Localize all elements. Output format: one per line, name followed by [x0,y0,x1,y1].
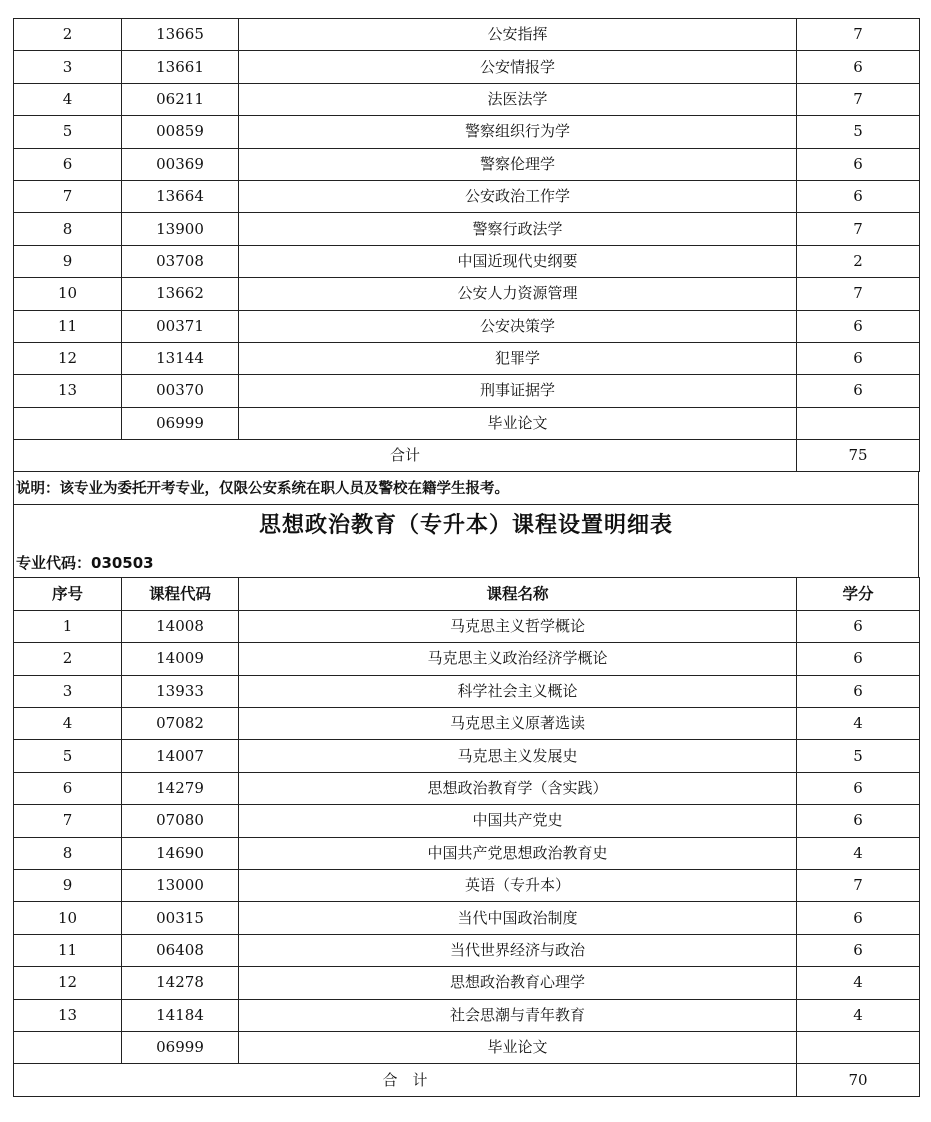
cell-name: 中国共产党思想政治教育史 [239,837,797,869]
cell-credit: 7 [797,278,920,310]
cell-no: 4 [14,708,122,740]
major-code: 专业代码：030503 [13,547,919,577]
cell-name: 法医法学 [239,83,797,115]
cell-credit: 4 [797,837,920,869]
cell-name: 马克思主义政治经济学概论 [239,643,797,675]
cell-no: 10 [14,902,122,934]
cell-code: 03708 [122,245,239,277]
cell-no: 4 [14,83,122,115]
cell-credit: 6 [797,902,920,934]
cell-credit: 6 [797,772,920,804]
cell-code: 13664 [122,180,239,212]
cell-credit: 4 [797,708,920,740]
cell-no: 11 [14,310,122,342]
table-row [14,934,920,966]
cell-credit: 2 [797,245,920,277]
cell-code: 13000 [122,869,239,901]
cell-credit: 7 [797,19,920,51]
table-row [14,610,920,642]
cell-no: 8 [14,837,122,869]
table-row [14,902,920,934]
cell-no [14,1031,122,1063]
cell-no: 7 [14,805,122,837]
cell-credit: 6 [797,310,920,342]
cell-no: 6 [14,148,122,180]
table-row [14,740,920,772]
cell-code: 06408 [122,934,239,966]
table-row [14,180,920,212]
cell-credit: 6 [797,610,920,642]
cell-no [14,407,122,439]
cell-credit [797,1031,920,1063]
cell-no: 8 [14,213,122,245]
bottom-total-value: 70 [797,1064,920,1096]
table-row [14,675,920,707]
table-row [14,51,920,83]
table-row [14,116,920,148]
header-code: 课程代码 [122,578,239,610]
top-total-row [14,440,920,472]
cell-no: 12 [14,967,122,999]
cell-no: 11 [14,934,122,966]
table-row [14,967,920,999]
bottom-table-body [14,610,920,1063]
cell-credit: 5 [797,740,920,772]
cell-no: 5 [14,740,122,772]
cell-name: 公安政治工作学 [239,180,797,212]
cell-name: 警察行政法学 [239,213,797,245]
cell-no: 5 [14,116,122,148]
cell-no: 13 [14,999,122,1031]
cell-code: 00370 [122,375,239,407]
cell-no: 9 [14,869,122,901]
cell-code: 14278 [122,967,239,999]
cell-code: 06999 [122,407,239,439]
table-row [14,213,920,245]
cell-no: 10 [14,278,122,310]
cell-code: 13665 [122,19,239,51]
cell-code: 13662 [122,278,239,310]
cell-no: 7 [14,180,122,212]
table-row [14,837,920,869]
cell-code: 14279 [122,772,239,804]
cell-code: 06999 [122,1031,239,1063]
cell-name: 社会思潮与青年教育 [239,999,797,1031]
header-credit: 学分 [797,578,920,610]
cell-credit: 6 [797,375,920,407]
top-total-label: 合计 [14,440,797,472]
table-row [14,999,920,1031]
bottom-table-header [14,578,920,610]
cell-credit: 6 [797,675,920,707]
cell-no: 3 [14,675,122,707]
cell-name: 犯罪学 [239,342,797,374]
section-title: 思想政治教育（专升本）课程设置明细表 [13,504,919,547]
cell-no: 2 [14,643,122,675]
cell-code: 14184 [122,999,239,1031]
cell-code: 13144 [122,342,239,374]
cell-credit: 7 [797,83,920,115]
cell-credit: 6 [797,342,920,374]
cell-code: 07080 [122,805,239,837]
bottom-course-table [13,577,920,1096]
cell-name: 马克思主义原著选读 [239,708,797,740]
cell-no: 1 [14,610,122,642]
cell-credit: 6 [797,643,920,675]
table-row [14,342,920,374]
cell-code: 00859 [122,116,239,148]
top-total-value: 75 [797,440,920,472]
cell-name: 警察伦理学 [239,148,797,180]
cell-credit: 4 [797,999,920,1031]
cell-code: 00315 [122,902,239,934]
top-table-body [14,19,920,440]
cell-name: 马克思主义哲学概论 [239,610,797,642]
cell-code: 14690 [122,837,239,869]
cell-no: 6 [14,772,122,804]
cell-no: 3 [14,51,122,83]
cell-name: 公安决策学 [239,310,797,342]
cell-name: 警察组织行为学 [239,116,797,148]
cell-code: 13661 [122,51,239,83]
table-row [14,407,920,439]
document-frame [13,18,919,1097]
top-course-table [13,18,920,472]
cell-no: 9 [14,245,122,277]
cell-credit: 6 [797,180,920,212]
cell-code: 13900 [122,213,239,245]
cell-credit: 7 [797,213,920,245]
cell-name: 公安情报学 [239,51,797,83]
cell-code: 14007 [122,740,239,772]
bottom-total-row [14,1064,920,1096]
cell-name: 毕业论文 [239,1031,797,1063]
cell-no: 12 [14,342,122,374]
cell-code: 14008 [122,610,239,642]
cell-name: 当代世界经济与政治 [239,934,797,966]
table-row [14,869,920,901]
cell-no: 13 [14,375,122,407]
cell-name: 科学社会主义概论 [239,675,797,707]
cell-name: 思想政治教育心理学 [239,967,797,999]
cell-name: 刑事证据学 [239,375,797,407]
cell-name: 中国近现代史纲要 [239,245,797,277]
cell-name: 中国共产党史 [239,805,797,837]
cell-name: 公安指挥 [239,19,797,51]
cell-credit [797,407,920,439]
cell-no: 2 [14,19,122,51]
cell-name: 英语（专升本） [239,869,797,901]
cell-name: 马克思主义发展史 [239,740,797,772]
cell-name: 毕业论文 [239,407,797,439]
cell-credit: 5 [797,116,920,148]
table-row [14,278,920,310]
cell-credit: 7 [797,869,920,901]
cell-code: 07082 [122,708,239,740]
cell-credit: 4 [797,967,920,999]
table-row [14,375,920,407]
cell-code: 00371 [122,310,239,342]
header-name: 课程名称 [239,578,797,610]
table-row [14,772,920,804]
table-row [14,1031,920,1063]
cell-code: 06211 [122,83,239,115]
cell-credit: 6 [797,934,920,966]
cell-code: 14009 [122,643,239,675]
cell-credit: 6 [797,51,920,83]
table-row [14,19,920,51]
table-row [14,310,920,342]
cell-code: 13933 [122,675,239,707]
cell-name: 当代中国政治制度 [239,902,797,934]
table-row [14,83,920,115]
cell-credit: 6 [797,805,920,837]
table-row [14,643,920,675]
cell-code: 00369 [122,148,239,180]
table-row [14,708,920,740]
enrollment-note: 说明：该专业为委托开考专业，仅限公安系统在职人员及警校在籍学生报考。 [13,472,919,504]
cell-credit: 6 [797,148,920,180]
table-row [14,148,920,180]
table-row [14,245,920,277]
bottom-total-label: 合 计 [14,1064,797,1096]
table-row [14,805,920,837]
cell-name: 公安人力资源管理 [239,278,797,310]
header-no: 序号 [14,578,122,610]
cell-name: 思想政治教育学（含实践） [239,772,797,804]
